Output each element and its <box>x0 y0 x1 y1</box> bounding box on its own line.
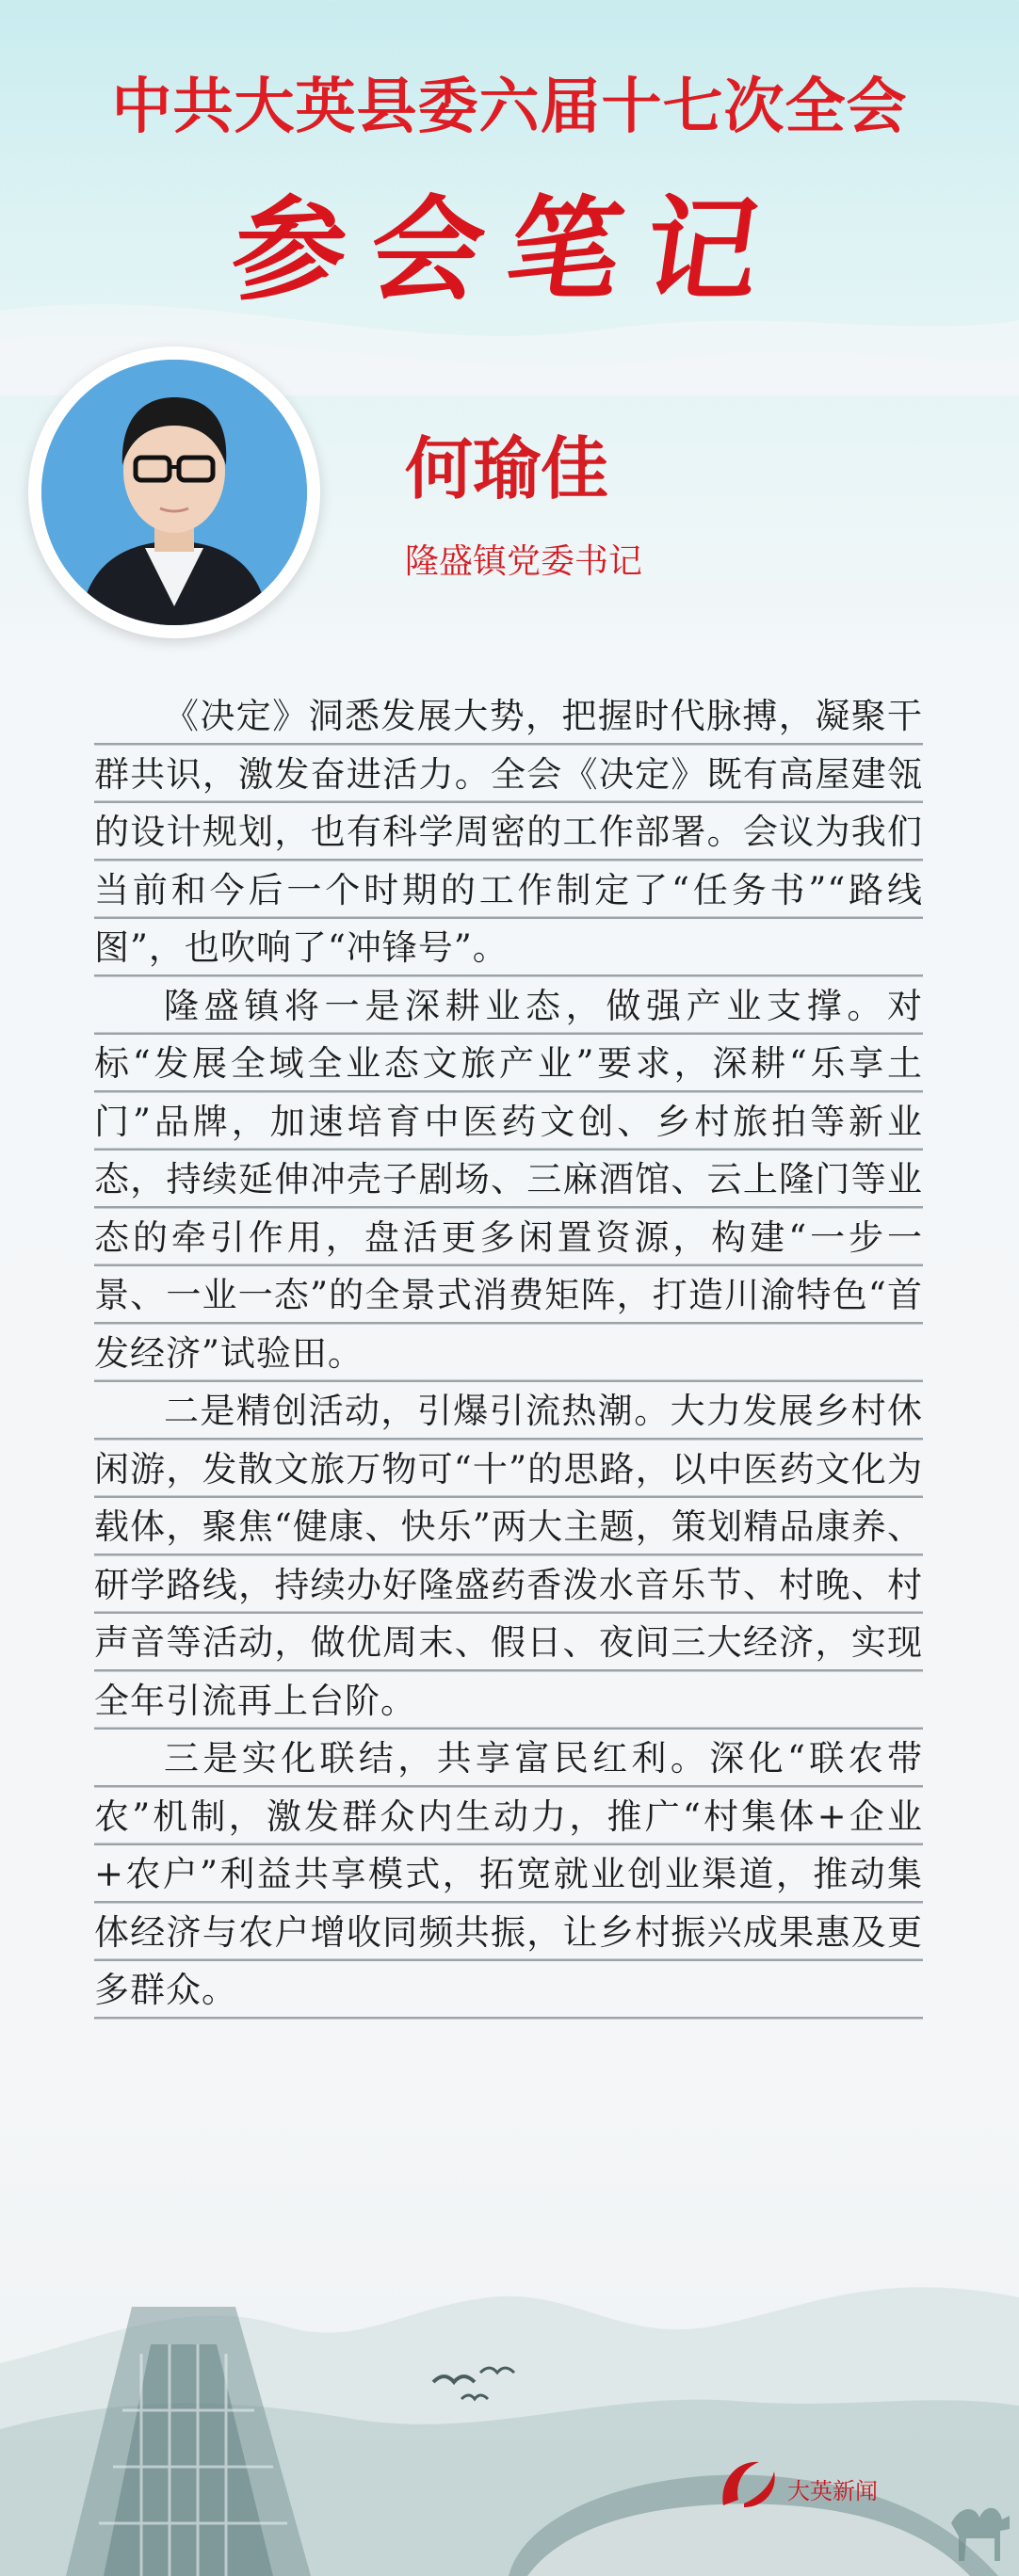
page-subtitle: 参会笔记 <box>223 184 793 316</box>
person-portrait-icon <box>41 360 307 625</box>
page-title: 中共大英县委六届十七次全会 <box>111 72 908 142</box>
person-role: 隆盛镇党委书记 <box>405 542 643 581</box>
article-paragraph: 《决定》洞悉发展大势，把握时代脉搏，凝聚干群共识，激发奋进活力。全会《决定》既有高屋建瓴的设计规划，也有科学周密的工作部署。会议为我们当前和今后一个时期的工作制定了“任务书”“路线图”，也吹响了“冲锋号”。 <box>94 696 923 968</box>
article-paragraph: 二是精创活动，引爆引流热潮。大力发展乡村休闲游，发散文旅万物可“十”的思路，以中医药文化为载体，聚焦“健康、快乐”两大主题，策划精品康养、研学路线，持续办好隆盛药香泼水音乐节、村晚、村声音等活动，做优周末、假日、夜间三大经济，实现全年引流再上台阶。 <box>94 1391 923 1721</box>
daying-news-logo-icon <box>716 2453 782 2513</box>
avatar <box>28 346 320 638</box>
article-paragraph: 三是实化联结，共享富民红利。深化“联农带农”机制，激发群众内生动力，推广“村集体+企业+农户”利益共享模式，拓宽就业创业渠道，推动集体经济与农户增收同频共振，让乡村振兴成果惠及更多群众。 <box>94 1738 923 2010</box>
brand-name: 大英新闻 <box>787 2478 878 2504</box>
person-name: 何瑜佳 <box>405 429 609 508</box>
brand-logo <box>716 2453 878 2513</box>
article-paragraph: 隆盛镇将一是深耕业态，做强产业支撑。对标“发展全域全业态文旅产业”要求，深耕“乐享土门”品牌，加速培育中医药文创、乡村旅拍等新业态，持续延伸冲壳子剧场、三麻酒馆、云上隆门等业态的牵引作用，盘活更多闲置资源，构建“一步一景、一业一态”的全景式消费矩阵，打造川渝特色“首发经济”试验田。 <box>94 985 923 1374</box>
flying-birds-icon <box>424 2354 537 2410</box>
article-body <box>94 687 923 2020</box>
